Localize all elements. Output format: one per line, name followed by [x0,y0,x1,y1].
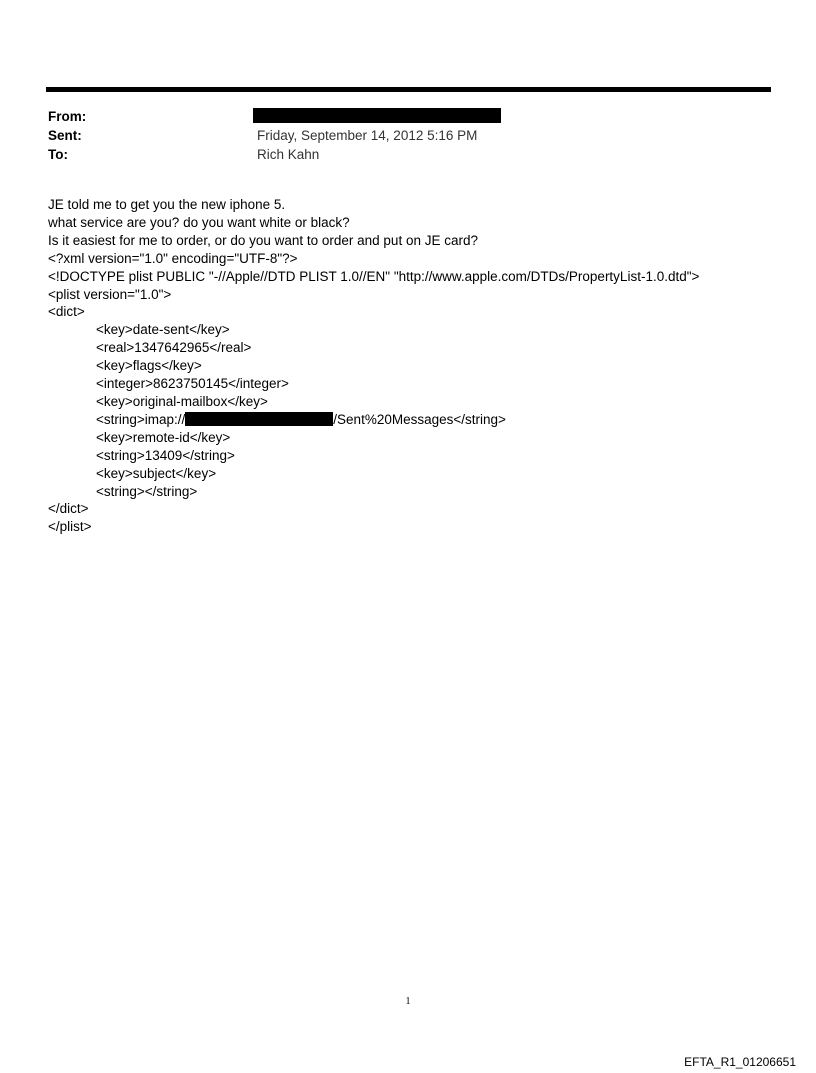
xml-declaration: <?xml version="1.0" encoding="UTF-8"?> [48,250,298,266]
dict-entry: <key>flags</key> [96,358,202,374]
mailbox-line [48,411,778,429]
body-line: JE told me to get you the new iphone 5. [48,197,286,212]
sent-value: Friday, September 14, 2012 5:16 PM [257,128,478,143]
dict-entry: <key>original-mailbox</key> [96,393,268,409]
header-divider [46,87,771,92]
to-row [48,145,748,164]
dict-open: <dict> [48,304,85,320]
from-row [48,107,748,126]
sent-row [48,126,748,145]
mailbox-suffix: /Sent%20Messages</string> [333,411,506,427]
body-line: what service are you? do you want white or black? [48,214,350,230]
email-body [48,196,778,536]
doctype-line: <!DOCTYPE plist PUBLIC "-//Apple//DTD PLIST 1.0//EN" "http://www.apple.com/DTDs/PropertyList-1.0.dtd"> [48,268,700,284]
dict-entry: <key>date-sent</key> [96,322,230,338]
redacted-sender [253,108,501,123]
to-label: To: [48,147,68,162]
dict-entry: <string></string> [96,483,198,499]
plist-close: </plist> [48,519,92,535]
dict-entry: <key>remote-id</key> [96,429,231,445]
email-header [48,107,748,164]
body-line: Is it easiest for me to order, or do you want to order and put on JE card? [48,232,478,248]
dict-entry: <integer>8623750145</integer> [96,376,289,392]
to-value: Rich Kahn [257,147,320,162]
plist-open: <plist version="1.0"> [48,286,172,302]
page-number: 1 [405,996,411,1007]
sent-label: Sent: [48,128,82,143]
from-label: From: [48,109,87,124]
dict-entry: <string>13409</string> [96,447,235,463]
dict-entry: <key>subject</key> [96,465,217,481]
redacted-mailbox [185,412,333,426]
document-id: EFTA_R1_01206651 [684,1055,796,1069]
dict-close: </dict> [48,501,89,517]
dict-entry: <real>1347642965</real> [96,340,252,356]
mailbox-prefix: <string>imap:// [96,411,186,427]
